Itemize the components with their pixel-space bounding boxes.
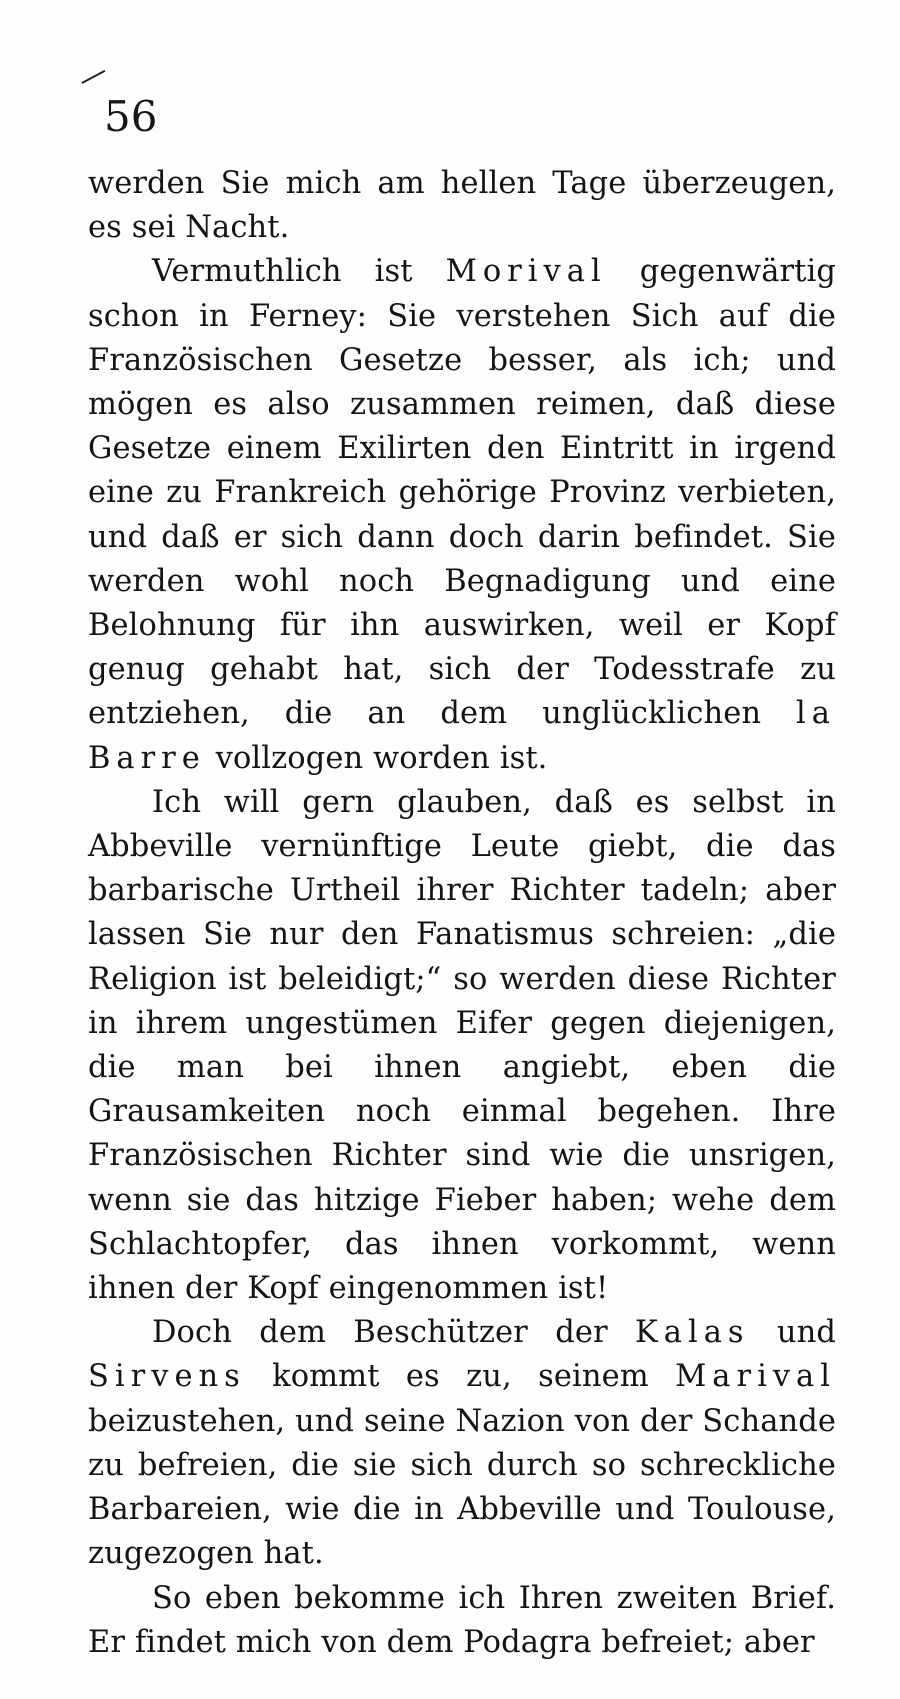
paragraph-2 — [88, 250, 836, 780]
paragraph-2-text-a: Vermuthlich ist — [152, 254, 446, 290]
page-number: 56 — [104, 92, 158, 141]
paragraph-4-text-d: beizustehen, und seine Nazion von der Schande zu befreien, die sie sich durch so schreckliche Barbareien, wie die in Abbeville und Toulouse, zugezogen hat. — [88, 1403, 836, 1572]
paragraph-5-text: So eben bekomme ich Ihren zweiten Brief. Er findet mich von dem Podagra befreiet; aber — [88, 1580, 836, 1660]
paragraph-4-text-c: kommt es zu, seinem — [245, 1359, 676, 1395]
paragraph-5 — [88, 1577, 836, 1665]
name-marival: Marival — [675, 1359, 836, 1395]
paragraph-2-text-c: vollzogen worden ist. — [205, 740, 548, 776]
name-morival: Morival — [445, 254, 607, 290]
paragraph-1 — [88, 162, 836, 250]
paragraph-4-text-b: und — [749, 1315, 837, 1351]
paragraph-2-text-b: gegenwärtig schon in Ferney: Sie verstehen Sich auf die Französischen Gesetze besser, als ich; und mögen es also zusammen reimen, daß diese Gesetze einem Exilirten den Eintritt in irgend eine zu Frankreich gehörige Provinz verbieten, und daß er sich dann doch darin befindet. Sie werden wohl noch Begnadigung und eine Belohnung für ihn auswirken, weil er Kopf genug gehabt hat, sich der Todesstrafe zu entziehen, die an dem unglücklichen — [88, 254, 836, 732]
name-la-barre: la Barre — [88, 696, 836, 776]
name-sirvens: Sirvens — [88, 1359, 246, 1395]
ink-mark — [82, 70, 106, 84]
paragraph-4-text-a: Doch dem Beschützer der — [152, 1315, 635, 1351]
paragraph-3-text: Ich will gern glauben, daß es selbst in Abbeville vernünftige Leute giebt, die das barbarische Urtheil ihrer Richter tadeln; aber lassen Sie nur den Fanatismus schreien: „die Religion ist beleidigt;“ so werden diese Richter in ihrem ungestümen Eifer gegen diejenigen, die man bei ihnen angiebt, eben die Grausamkeiten noch einmal begehen. Ihre Französischen Richter sind wie die unsrigen, wenn sie das hitzige Fieber haben; wehe dem Schlachtopfer, das ihnen vorkommt, wenn ihnen der Kopf eingenommen ist! — [88, 784, 836, 1307]
body-text — [88, 162, 836, 1665]
paragraph-4 — [88, 1311, 836, 1576]
paragraph-3 — [88, 781, 836, 1311]
name-kalas: Kalas — [635, 1315, 750, 1351]
paragraph-1-text: werden Sie mich am hellen Tage überzeugen, es sei Nacht. — [88, 166, 836, 246]
